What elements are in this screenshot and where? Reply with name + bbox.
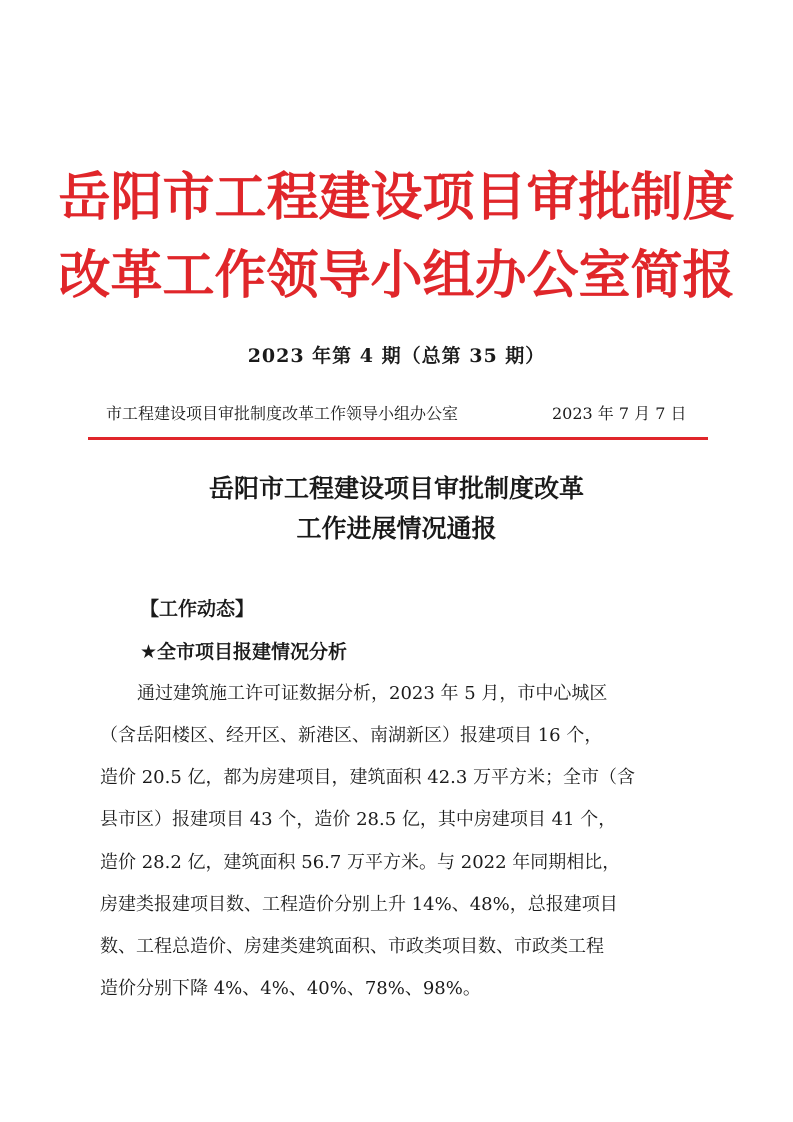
- paragraph-line: 通过建筑施工许可证数据分析，2023 年 5 月，市中心城区: [137, 683, 608, 704]
- report-title-line-1: 岳阳市工程建设项目审批制度改革: [208, 474, 584, 503]
- section-heading: 【工作动态】: [140, 598, 255, 620]
- issue-number: 2023 年第 4 期（总第 35 期）: [247, 345, 546, 367]
- issue-date: 2023 年 7 月 7 日: [552, 404, 687, 423]
- paragraph-line: 造价 28.2 亿，建筑面积 56.7 万平方米。与 2022 年同期相比，: [100, 852, 621, 873]
- masthead-line-1: 岳阳市工程建设项目审批制度: [58, 168, 735, 228]
- paragraph-line: 房建类报建项目数、工程造价分别上升 14%、48%，总报建项目: [100, 894, 618, 915]
- section-subheading: ★全市项目报建情况分析: [140, 641, 348, 663]
- paragraph-line: 造价 20.5 亿，都为房建项目，建筑面积 42.3 万平方米；全市（含: [100, 767, 636, 788]
- paragraph-line: 数、工程总造价、房建类建筑面积、市政类项目数、市政类工程: [100, 936, 604, 957]
- report-title-line-2: 工作进展情况通报: [296, 514, 497, 543]
- masthead-line-2: 改革工作领导小组办公室简报: [58, 246, 735, 306]
- paragraph-line: （含岳阳楼区、经开区、新港区、南湖新区）报建项目 16 个，: [100, 725, 603, 746]
- issuer: 市工程建设项目审批制度改革工作领导小组办公室: [106, 404, 459, 423]
- paragraph-line: 县市区）报建项目 43 个，造价 28.5 亿，其中房建项目 41 个，: [100, 809, 617, 830]
- paragraph-line: 造价分别下降 4%、4%、40%、78%、98%。: [100, 978, 481, 999]
- red-divider: [88, 437, 708, 440]
